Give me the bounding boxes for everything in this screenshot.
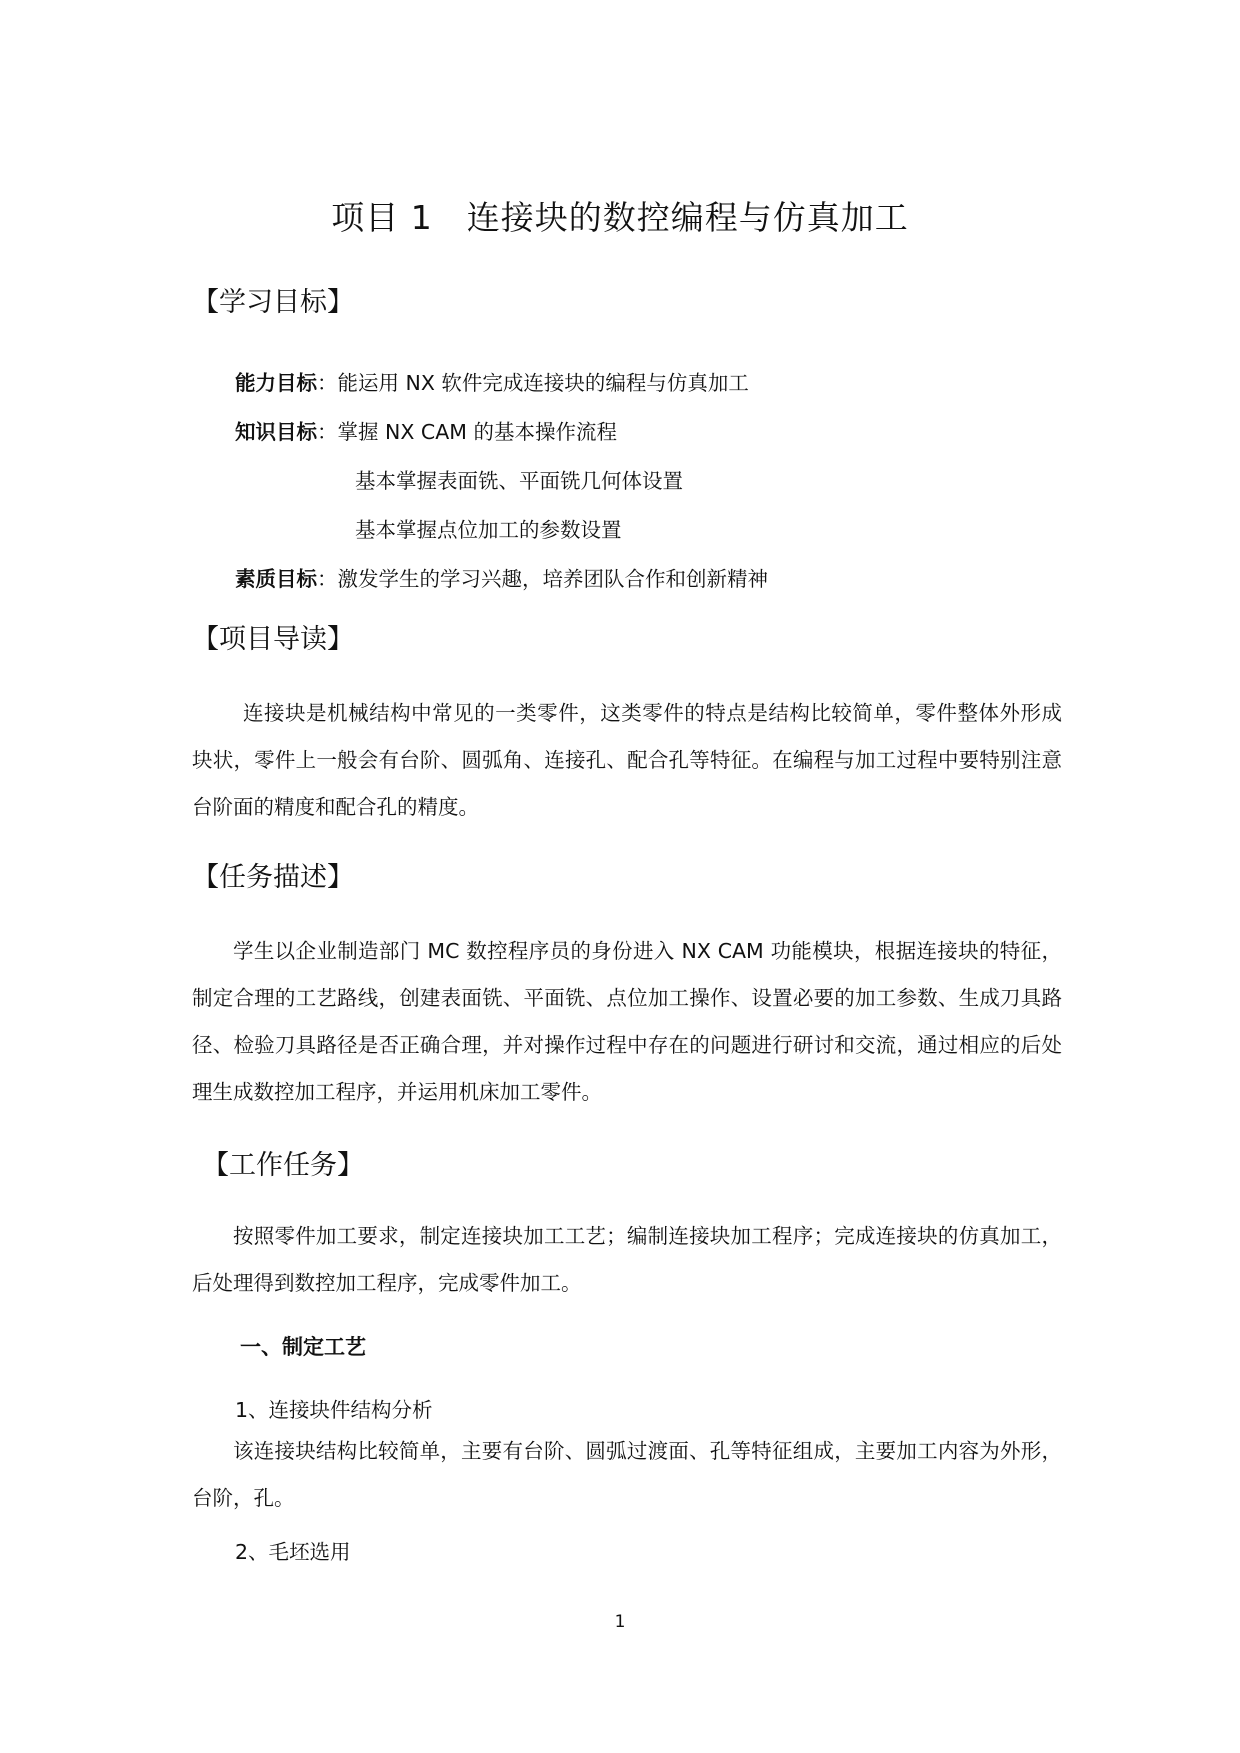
analysis-paragraph: 该连接块结构比较简单，主要有台阶、圆弧过渡面、孔等特征组成，主要加工内容为外形，台阶，孔。 bbox=[192, 1439, 1062, 1510]
subheading-process: 一、制定工艺 bbox=[240, 1335, 366, 1359]
ability-goal-text: ：能运用 NX 软件完成连接块的编程与仿真加工 bbox=[317, 371, 749, 395]
quality-goal bbox=[235, 562, 768, 592]
page-title: 项目 1 连接块的数控编程与仿真加工 bbox=[331, 198, 909, 237]
intro-paragraph: 连接块是机械结构中常见的一类零件，这类零件的特点是结构比较简单，零件整体外形成块状，零件上一般会有台阶、圆弧角、连接孔、配合孔等特征。在编程与加工过程中要特别注意台阶面的精度和配合孔的精度。 bbox=[192, 701, 1062, 819]
work-paragraph: 按照零件加工要求，制定连接块加工工艺；编制连接块加工程序；完成连接块的仿真加工，后处理得到数控加工程序，完成零件加工。 bbox=[192, 1224, 1062, 1295]
knowledge-goal-2: 基本掌握表面铣、平面铣几何体设置 bbox=[355, 469, 683, 493]
section-project-intro: 【项目导读】 bbox=[192, 624, 354, 655]
quality-goal-text: ：激发学生的学习兴趣，培养团队合作和创新精神 bbox=[317, 567, 768, 591]
quality-goal-label: 素质目标 bbox=[235, 567, 317, 591]
item-blank-selection: 2、毛坯选用 bbox=[235, 1540, 351, 1564]
task-paragraph: 学生以企业制造部门 MC 数控程序员的身份进入 NX CAM 功能模块，根据连接块的特征，制定合理的工艺路线，创建表面铣、平面铣、点位加工操作、设置必要的加工参数、生成刀具路径、检验刀具路径是否正确合理，并对操作过程中存在的问题进行研讨和交流，通过相应的后处理生成数控加工程序，并运用机床加工零件。 bbox=[192, 939, 1062, 1104]
section-learning-goals: 【学习目标】 bbox=[192, 287, 354, 318]
section-work-task: 【工作任务】 bbox=[202, 1150, 364, 1181]
item-structure-analysis: 1、连接块件结构分析 bbox=[235, 1398, 433, 1422]
knowledge-goal-3: 基本掌握点位加工的参数设置 bbox=[355, 518, 622, 542]
page-number: 1 bbox=[614, 1612, 626, 1632]
ability-goal-label: 能力目标 bbox=[235, 371, 317, 395]
knowledge-goal-text: ：掌握 NX CAM 的基本操作流程 bbox=[317, 420, 617, 444]
section-task-description: 【任务描述】 bbox=[192, 862, 354, 893]
knowledge-goal bbox=[235, 415, 617, 445]
ability-goal bbox=[235, 366, 749, 396]
knowledge-goal-label: 知识目标 bbox=[235, 420, 317, 444]
